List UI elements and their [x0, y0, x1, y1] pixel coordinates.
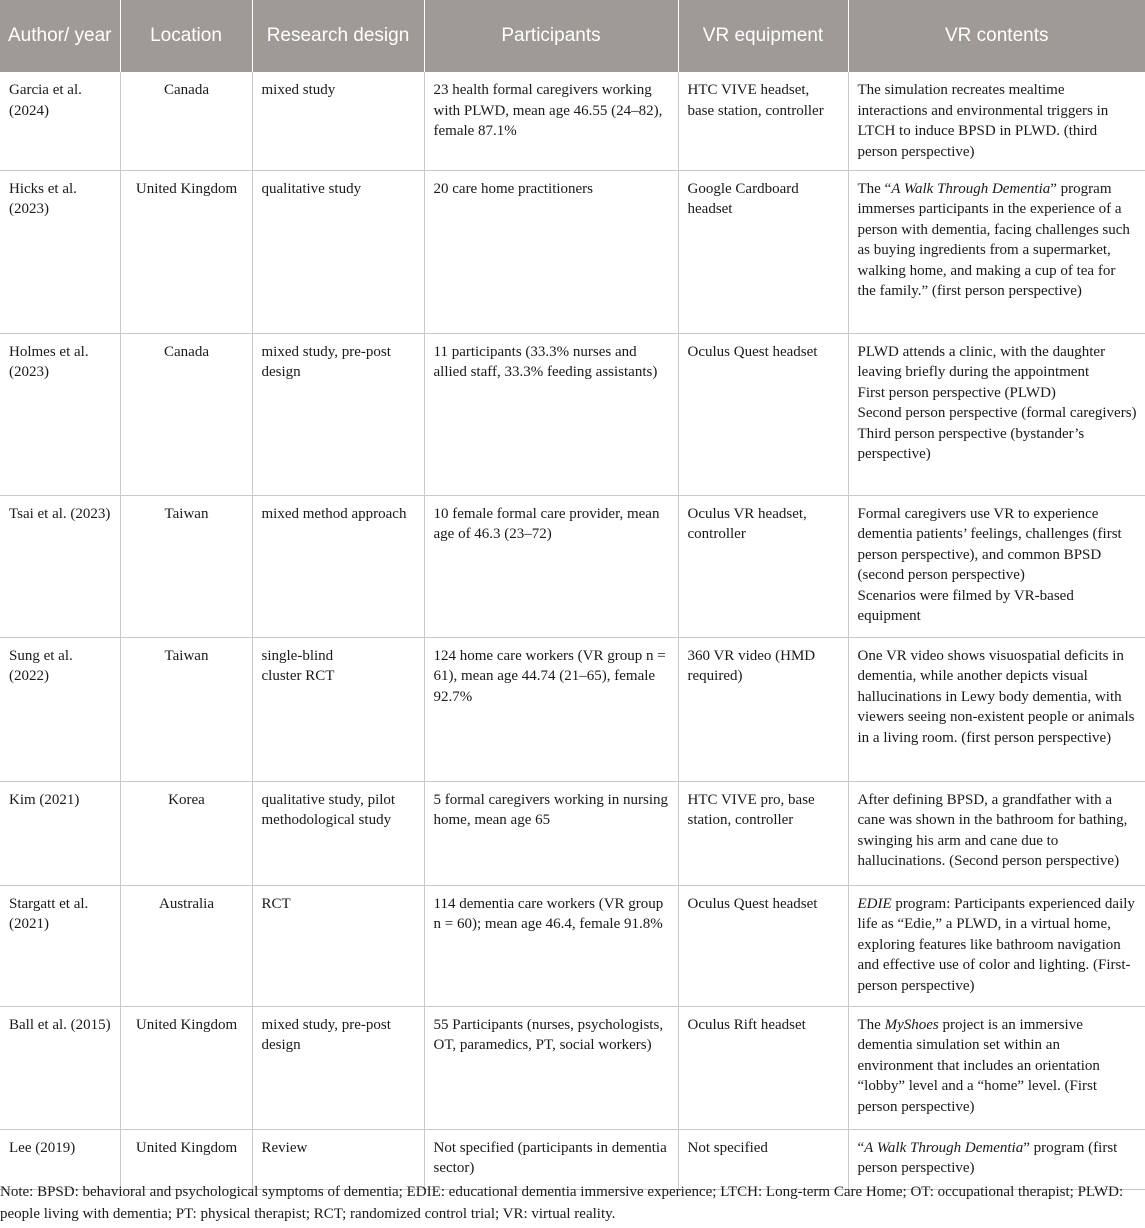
contents-text-post: ” program (first person perspective) [857, 1139, 1118, 1177]
cell-contents [848, 637, 1145, 781]
header-vr-equipment: VR equipment [678, 0, 848, 72]
cell-contents [848, 781, 1145, 885]
cell-location: Taiwan [120, 637, 252, 781]
cell-equipment: Oculus Rift headset [678, 1006, 848, 1129]
header-author-year: Author/ year [0, 0, 120, 72]
cell-author: Stargatt et al. (2021) [0, 885, 120, 1006]
cell-location: Australia [120, 885, 252, 1006]
cell-design: mixed study, pre-post design [252, 333, 424, 495]
cell-participants: 5 formal caregivers working in nursing home, mean age 65 [424, 781, 678, 885]
design-line: single-blind [261, 647, 334, 664]
header-research-design: Research design [252, 0, 424, 72]
cell-participants: 11 participants (33.3% nurses and allied staff, 33.3% feeding assistants) [424, 333, 678, 495]
cell-design: mixed study [252, 72, 424, 170]
table-row [0, 1129, 1145, 1189]
program-title: EDIE [857, 895, 892, 912]
table-row [0, 72, 1145, 170]
cell-author: Sung et al. (2022) [0, 637, 120, 781]
cell-participants: 23 health formal caregivers working with PLWD, mean age 46.55 (24–82), female 87.1% [424, 72, 678, 170]
cell-equipment: HTC VIVE headset, base station, controller [678, 72, 848, 170]
contents-line: Scenarios were filmed by VR-based equipment [857, 587, 1074, 625]
cell-design: mixed study, pre-post design [252, 1006, 424, 1129]
cell-equipment: Oculus Quest headset [678, 333, 848, 495]
cell-equipment: Not specified [678, 1129, 848, 1189]
program-title: A Walk Through Dementia [864, 1139, 1024, 1156]
contents-text-post: program: Participants experienced daily life as “Edie,” a PLWD, in a virtual home, exploring features like bathroom navigation and effective use of color and lighting. (First-person perspective) [857, 895, 1135, 994]
cell-contents [848, 72, 1145, 170]
cell-location: Canada [120, 333, 252, 495]
cell-participants: 20 care home practitioners [424, 170, 678, 333]
cell-author: Ball et al. (2015) [0, 1006, 120, 1129]
cell-contents [848, 495, 1145, 637]
cell-design: qualitative study, pilot methodological study [252, 781, 424, 885]
contents-text-pre: “ [857, 1139, 865, 1156]
cell-participants: 124 home care workers (VR group n = 61), mean age 44.74 (21–65), female 92.7% [424, 637, 678, 781]
cell-location: Canada [120, 72, 252, 170]
cell-location: Korea [120, 781, 252, 885]
cell-contents [848, 885, 1145, 1006]
cell-contents [848, 1129, 1145, 1189]
cell-design: mixed method approach [252, 495, 424, 637]
contents-line: Formal caregivers use VR to experience dementia patients’ feelings, challenges (first person perspective), and common BPSD (second person perspective) [857, 505, 1122, 584]
table-row [0, 333, 1145, 495]
table-row [0, 637, 1145, 781]
contents-text: The simulation recreates mealtime interactions and environmental triggers in LTCH to induce BPSD in PLWD. (third person perspective) [857, 82, 1109, 160]
cell-participants: 10 female formal care provider, mean age of 46.3 (23–72) [424, 495, 678, 637]
contents-text: One VR video shows visuospatial deficits in dementia, while another depicts visual hallucinations in Lewy body dementia, with viewers seeing non-existent people or animals in a living room. (first person perspective) [857, 647, 1135, 746]
table-row [0, 495, 1145, 637]
contents-line: PLWD attends a clinic, with the daughter leaving briefly during the appointment [857, 343, 1106, 381]
contents-text: After defining BPSD, a grandfather with a cane was shown in the bathroom for bathing, swinging his arm and cane due to hallucinations. (Second person perspective) [857, 791, 1128, 870]
cell-author: Kim (2021) [0, 781, 120, 885]
cell-author: Holmes et al. (2023) [0, 333, 120, 495]
cell-author: Lee (2019) [0, 1129, 120, 1189]
cell-design: Review [252, 1129, 424, 1189]
header-location: Location [120, 0, 252, 72]
table-footnote: Note: BPSD: behavioral and psychological symptoms of dementia; EDIE: educational dementia immersive experience; LTCH: Long-term Care Home; OT: occupational therapist; PLWD: people living with dementia; PT: physical therapist; RCT; randomized control trial; VR: virtual reality. [0, 1184, 1124, 1222]
table-header [0, 0, 1145, 72]
design-line: cluster RCT [261, 668, 335, 685]
cell-equipment: 360 VR video (HMD required) [678, 637, 848, 781]
cell-contents [848, 1006, 1145, 1129]
cell-author: Tsai et al. (2023) [0, 495, 120, 637]
cell-equipment: Google Cardboard headset [678, 170, 848, 333]
cell-participants: 55 Participants (nurses, psychologists, OT, paramedics, PT, social workers) [424, 1006, 678, 1129]
cell-location: United Kingdom [120, 170, 252, 333]
program-title: A Walk Through Dementia [891, 180, 1051, 197]
table-row [0, 1006, 1145, 1129]
cell-design [252, 637, 424, 781]
contents-line: First person perspective (PLWD) [857, 384, 1056, 401]
header-row [0, 0, 1145, 72]
cell-equipment: Oculus Quest headset [678, 885, 848, 1006]
contents-text-pre: The “ [857, 180, 892, 197]
header-participants: Participants [424, 0, 678, 72]
cell-location: United Kingdom [120, 1129, 252, 1189]
header-vr-contents: VR contents [848, 0, 1145, 72]
cell-contents [848, 170, 1145, 333]
table-row [0, 885, 1145, 1006]
contents-text-post: project is an immersive dementia simulation set within an environment that includes an orientation “lobby” level and a “home” level. (First person perspective) [857, 1016, 1100, 1115]
contents-line: Second person perspective (formal caregivers) [857, 405, 1137, 422]
cell-location: Taiwan [120, 495, 252, 637]
cell-design: RCT [252, 885, 424, 1006]
cell-author: Garcia et al. (2024) [0, 72, 120, 170]
table-row [0, 781, 1145, 885]
table-body [0, 72, 1145, 1189]
cell-author: Hicks et al. (2023) [0, 170, 120, 333]
cell-design: qualitative study [252, 170, 424, 333]
cell-participants: 114 dementia care workers (VR group n = 60); mean age 46.4, female 91.8% [424, 885, 678, 1006]
program-title: MyShoes [884, 1016, 939, 1033]
contents-text-post: ” program immerses participants in the experience of a person with dementia, facing challenges such as buying ingredients from a supermarket, walking home, and making a cup of tea for the family.” (first person perspective) [857, 180, 1130, 300]
cell-equipment: Oculus VR headset, controller [678, 495, 848, 637]
cell-equipment: HTC VIVE pro, base station, controller [678, 781, 848, 885]
contents-text-pre: The [857, 1016, 885, 1033]
table-row [0, 170, 1145, 333]
contents-line: Third person perspective (bystander’s perspective) [857, 425, 1085, 463]
cell-participants: Not specified (participants in dementia sector) [424, 1129, 678, 1189]
cell-location: United Kingdom [120, 1006, 252, 1129]
cell-contents [848, 333, 1145, 495]
